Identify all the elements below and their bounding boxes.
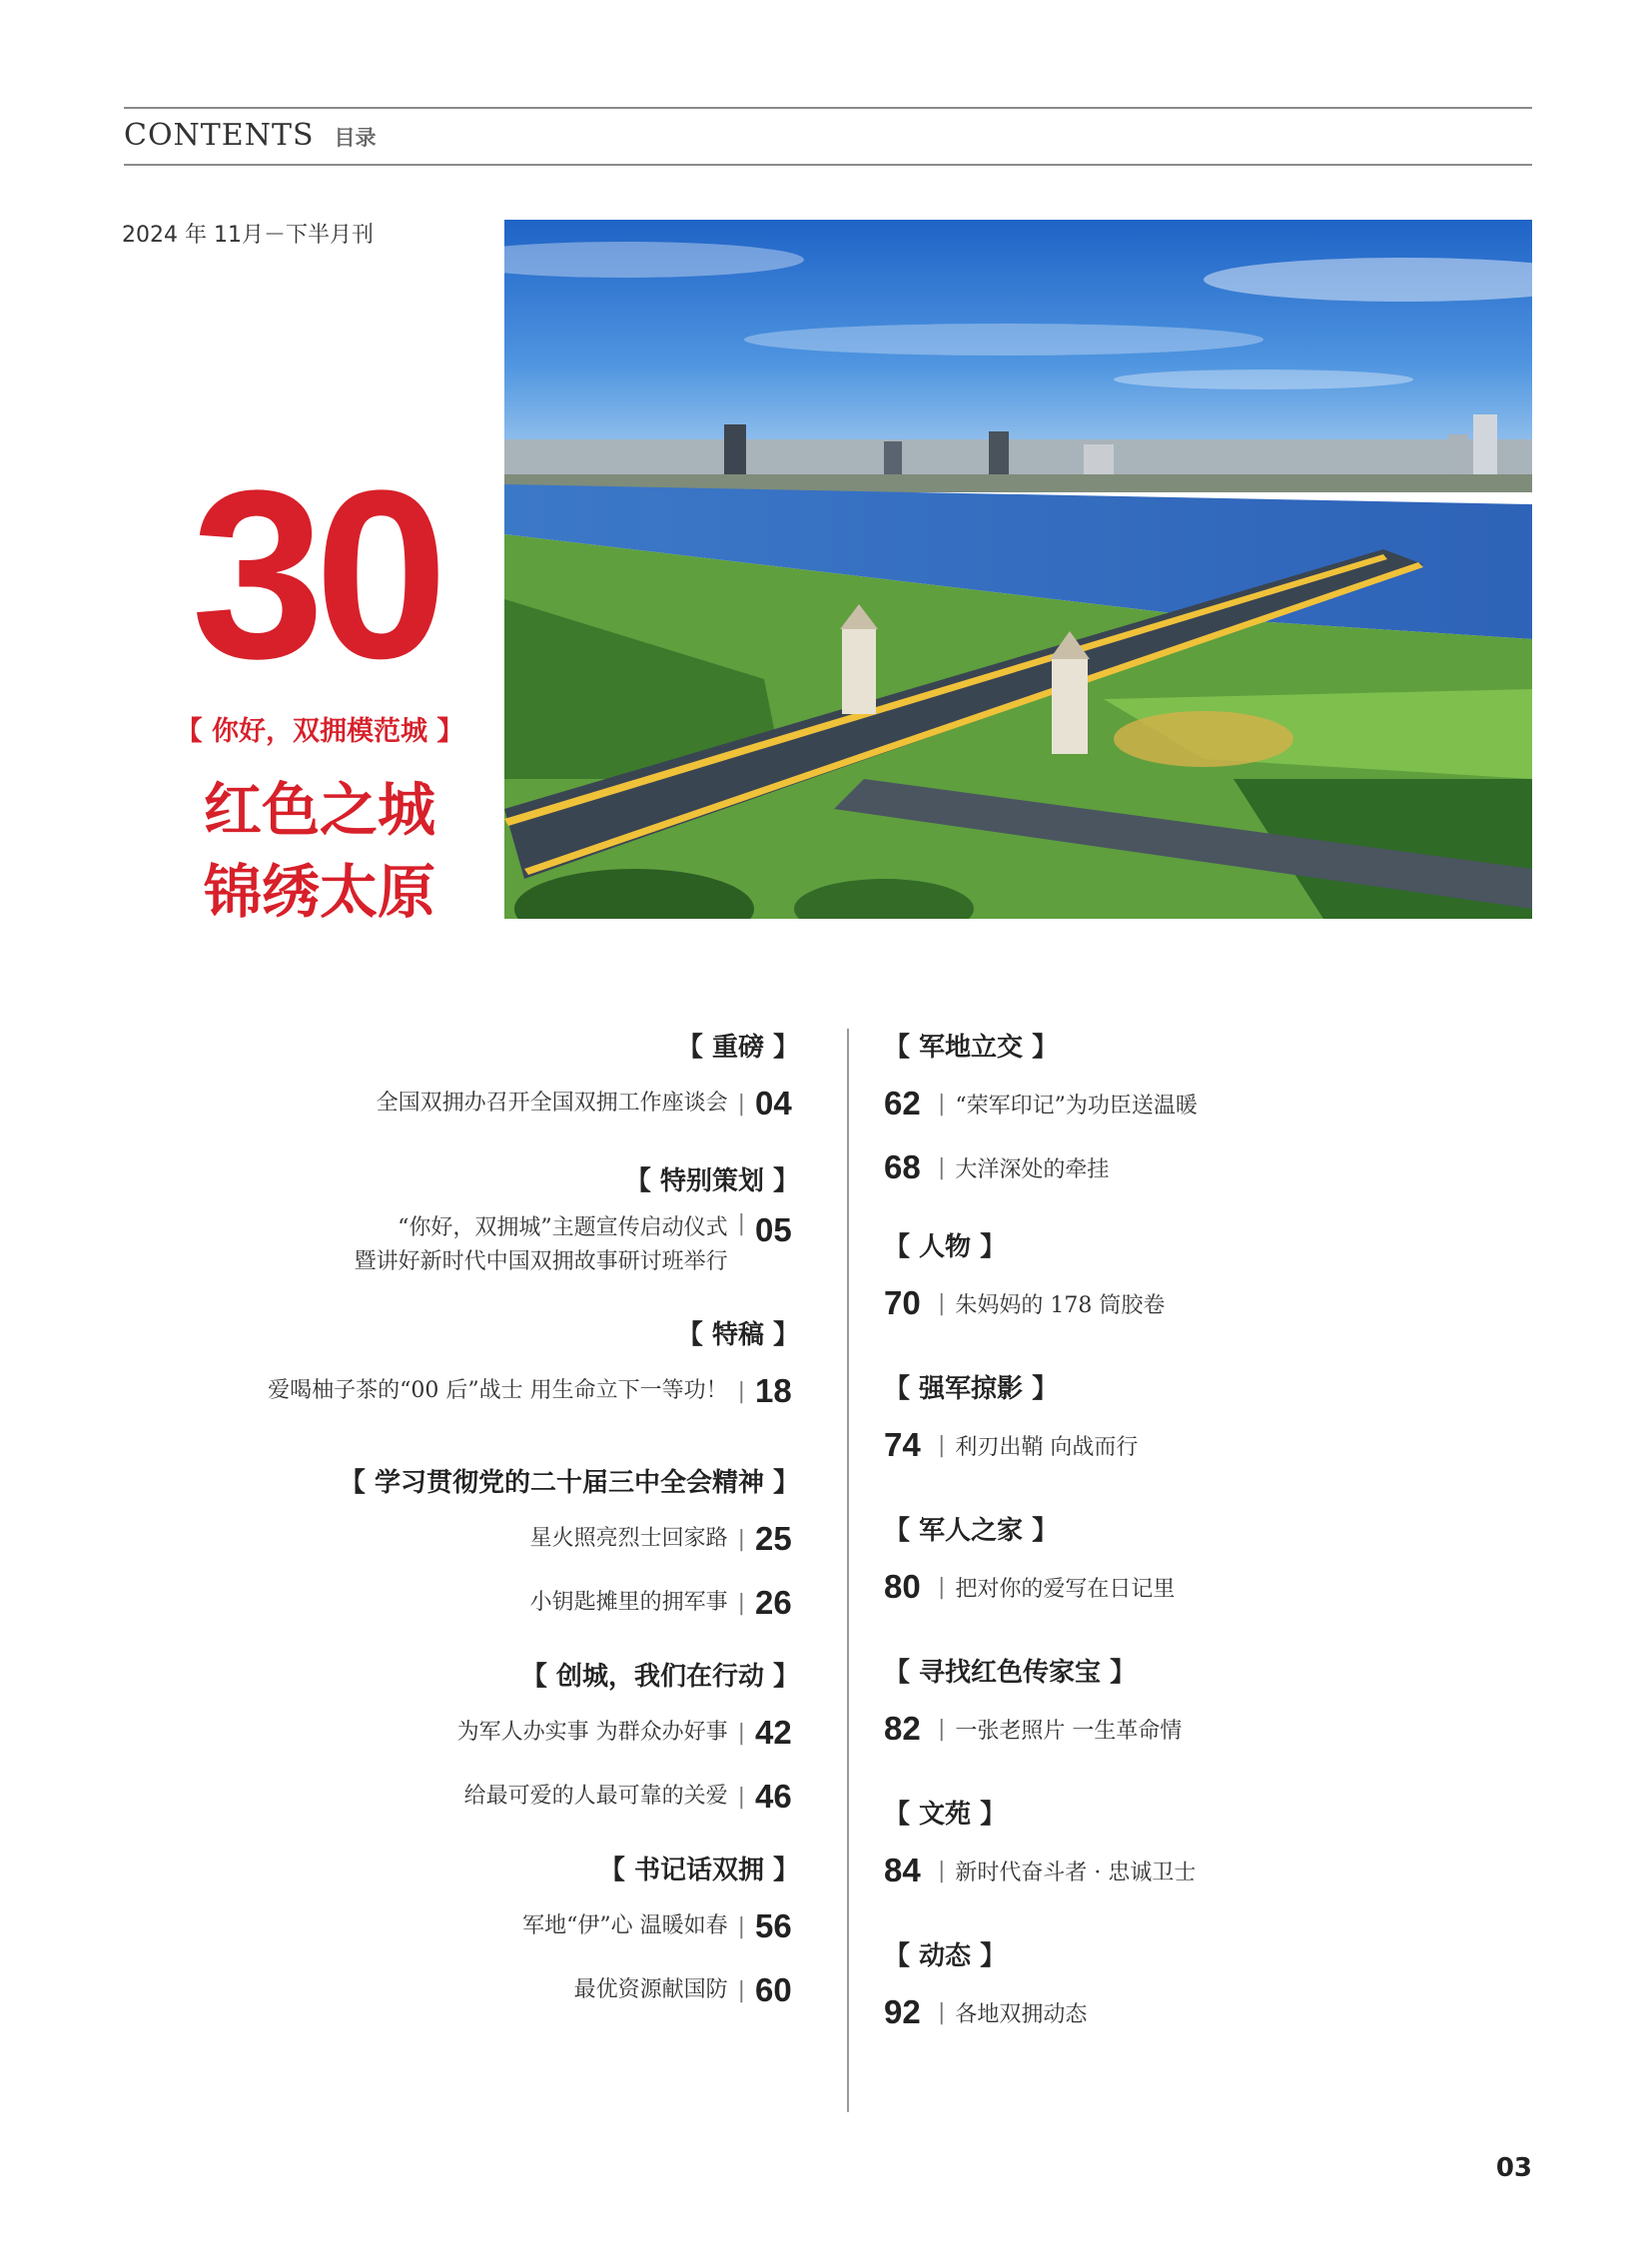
section-title: 【 特稿 】 [676,1320,799,1350]
toc-entry-page: 46 [755,1778,792,1815]
toc-entry-page: 60 [755,1971,792,2008]
toc-right-column [884,1024,1443,2044]
toc-entry[interactable] [180,1507,799,1571]
section-title: 【 军人之家 】 [884,1516,1059,1546]
section-title: 【 文苑 】 [884,1800,1007,1830]
toc-entry-page: 80 [884,1568,921,1605]
toc-entry-page: 92 [884,1993,921,2030]
toc-entry-page: 42 [755,1714,792,1751]
toc-entry-title: 一张老照片 一生革命情 [955,1718,1183,1744]
section-title: 【 强军掠影 】 [884,1374,1059,1404]
toc-entry-title: 为军人办实事 为群众办好事 [456,1720,728,1745]
section-title: 【 人物 】 [884,1232,1007,1262]
separator: | [938,1290,946,1316]
toc-entry[interactable] [884,1413,1443,1477]
toc-entry[interactable] [180,1072,799,1135]
separator: | [737,1720,745,1746]
section-title: 【 创城，我们在行动 】 [520,1662,799,1692]
toc-entry-title: “荣军印记”为功臣送温暖 [955,1093,1198,1119]
separator: | [938,1432,946,1458]
toc-entry[interactable] [180,1359,799,1423]
separator: | [938,1154,946,1180]
section-title: 【 重磅 】 [676,1033,799,1063]
page-number: 03 [1495,2153,1532,2183]
toc-entry[interactable] [884,1839,1443,1902]
toc-entry-title: 给最可爱的人最可靠的关爱 [463,1784,728,1809]
toc-entry-title: 军地“伊”心 温暖如春 [522,1913,728,1938]
toc-entry-page: 62 [884,1085,921,1121]
separator: | [737,1977,745,2003]
toc-entry-title: 新时代奋斗者 · 忠诚卫士 [955,1860,1197,1885]
toc-entry[interactable] [884,1271,1443,1335]
separator: | [737,1590,745,1616]
toc-entry-page: 05 [755,1211,792,1248]
header-bottom-rule [124,164,1532,166]
toc-entry-page: 74 [884,1426,921,1463]
section-title: 【 动态 】 [884,1941,1007,1971]
cover-title [150,769,489,933]
toc-entry[interactable] [884,1072,1443,1135]
section-title: 【 学习贯彻党的二十届三中全会精神 】 [339,1468,799,1498]
toc-entry-title: 朱妈妈的 178 筒胶卷 [955,1292,1166,1318]
toc-entry-page: 25 [755,1520,792,1557]
section-title: 【 军地立交 】 [884,1033,1059,1063]
contents-label-en: CONTENTS [124,118,315,153]
toc-entry[interactable] [884,1980,1443,2044]
toc-entry-title: 大洋深处的牵挂 [955,1156,1110,1182]
toc-entry-page: 56 [755,1907,792,1944]
cover-title-line1: 红色之城 [203,776,435,844]
toc-entry[interactable] [180,1765,799,1829]
cover-tag: 【 你好，双拥模范城 】 [175,716,464,747]
toc-entry-title-line1: “你好，双拥城”主题宣传启动仪式 [398,1215,728,1240]
top-rule [124,107,1532,109]
city-bridge-photo [504,220,1532,919]
toc-entry[interactable] [884,1697,1443,1761]
cover-title-line2: 锦绣太原 [203,858,435,926]
section-title: 【 书记话双拥 】 [598,1856,799,1885]
separator: | [938,1999,946,2025]
toc-entry-title-line2: 暨讲好新时代中国双拥故事研讨班举行 [354,1249,728,1274]
toc-entry-title: 小钥匙摊里的拥军事 [529,1590,728,1615]
toc-left-column [180,1024,799,2022]
toc-entry[interactable] [180,1894,799,1958]
toc-entry-title: 最优资源献国防 [573,1977,728,2002]
toc-entry[interactable] [180,1701,799,1765]
separator: | [737,1378,745,1404]
issue-date: 2024 年 11月－下半月刊 [122,223,374,248]
section-title: 【 寻找红色传家宝 】 [884,1658,1137,1688]
toc-entry[interactable] [884,1555,1443,1619]
toc-entry[interactable] [180,1958,799,2022]
separator: | [737,1211,745,1236]
separator: | [737,1526,745,1552]
toc-entry[interactable] [180,1205,799,1287]
separator: | [938,1574,946,1600]
separator: | [938,1716,946,1742]
separator: | [737,1091,745,1117]
toc-entry-title: 星火照亮烈士回家路 [529,1526,728,1551]
contents-header [124,118,377,158]
toc-entry-title: 全国双拥办召开全国双拥工作座谈会 [376,1091,728,1116]
separator: | [737,1913,745,1939]
column-divider [847,1029,849,2112]
toc-entry-page: 04 [755,1085,792,1121]
toc-entry[interactable] [884,1135,1443,1199]
separator: | [938,1091,946,1117]
separator: | [938,1858,946,1883]
contents-label-cn: 目录 [334,126,377,150]
toc-entry[interactable] [180,1571,799,1635]
toc-entry-page: 26 [755,1584,792,1621]
toc-entry-title [355,1211,728,1279]
cover-page-number: 30 [191,440,438,708]
section-title: 【 特别策划 】 [624,1166,799,1196]
toc-entry-title: 把对你的爱写在日记里 [955,1576,1176,1602]
toc-entry-title: 利刃出鞘 向战而行 [955,1434,1139,1460]
toc-entry-title: 各地双拥动态 [955,2001,1088,2027]
toc-entry-page: 70 [884,1284,921,1321]
toc-entry-page: 68 [884,1148,921,1185]
toc-entry-title: 爱喝柚子茶的“00 后”战士 用生命立下一等功！ [268,1378,728,1403]
toc-entry-page: 84 [884,1852,921,1888]
toc-entry-page: 18 [755,1372,792,1409]
separator: | [737,1784,745,1810]
toc-entry-page: 82 [884,1710,921,1747]
